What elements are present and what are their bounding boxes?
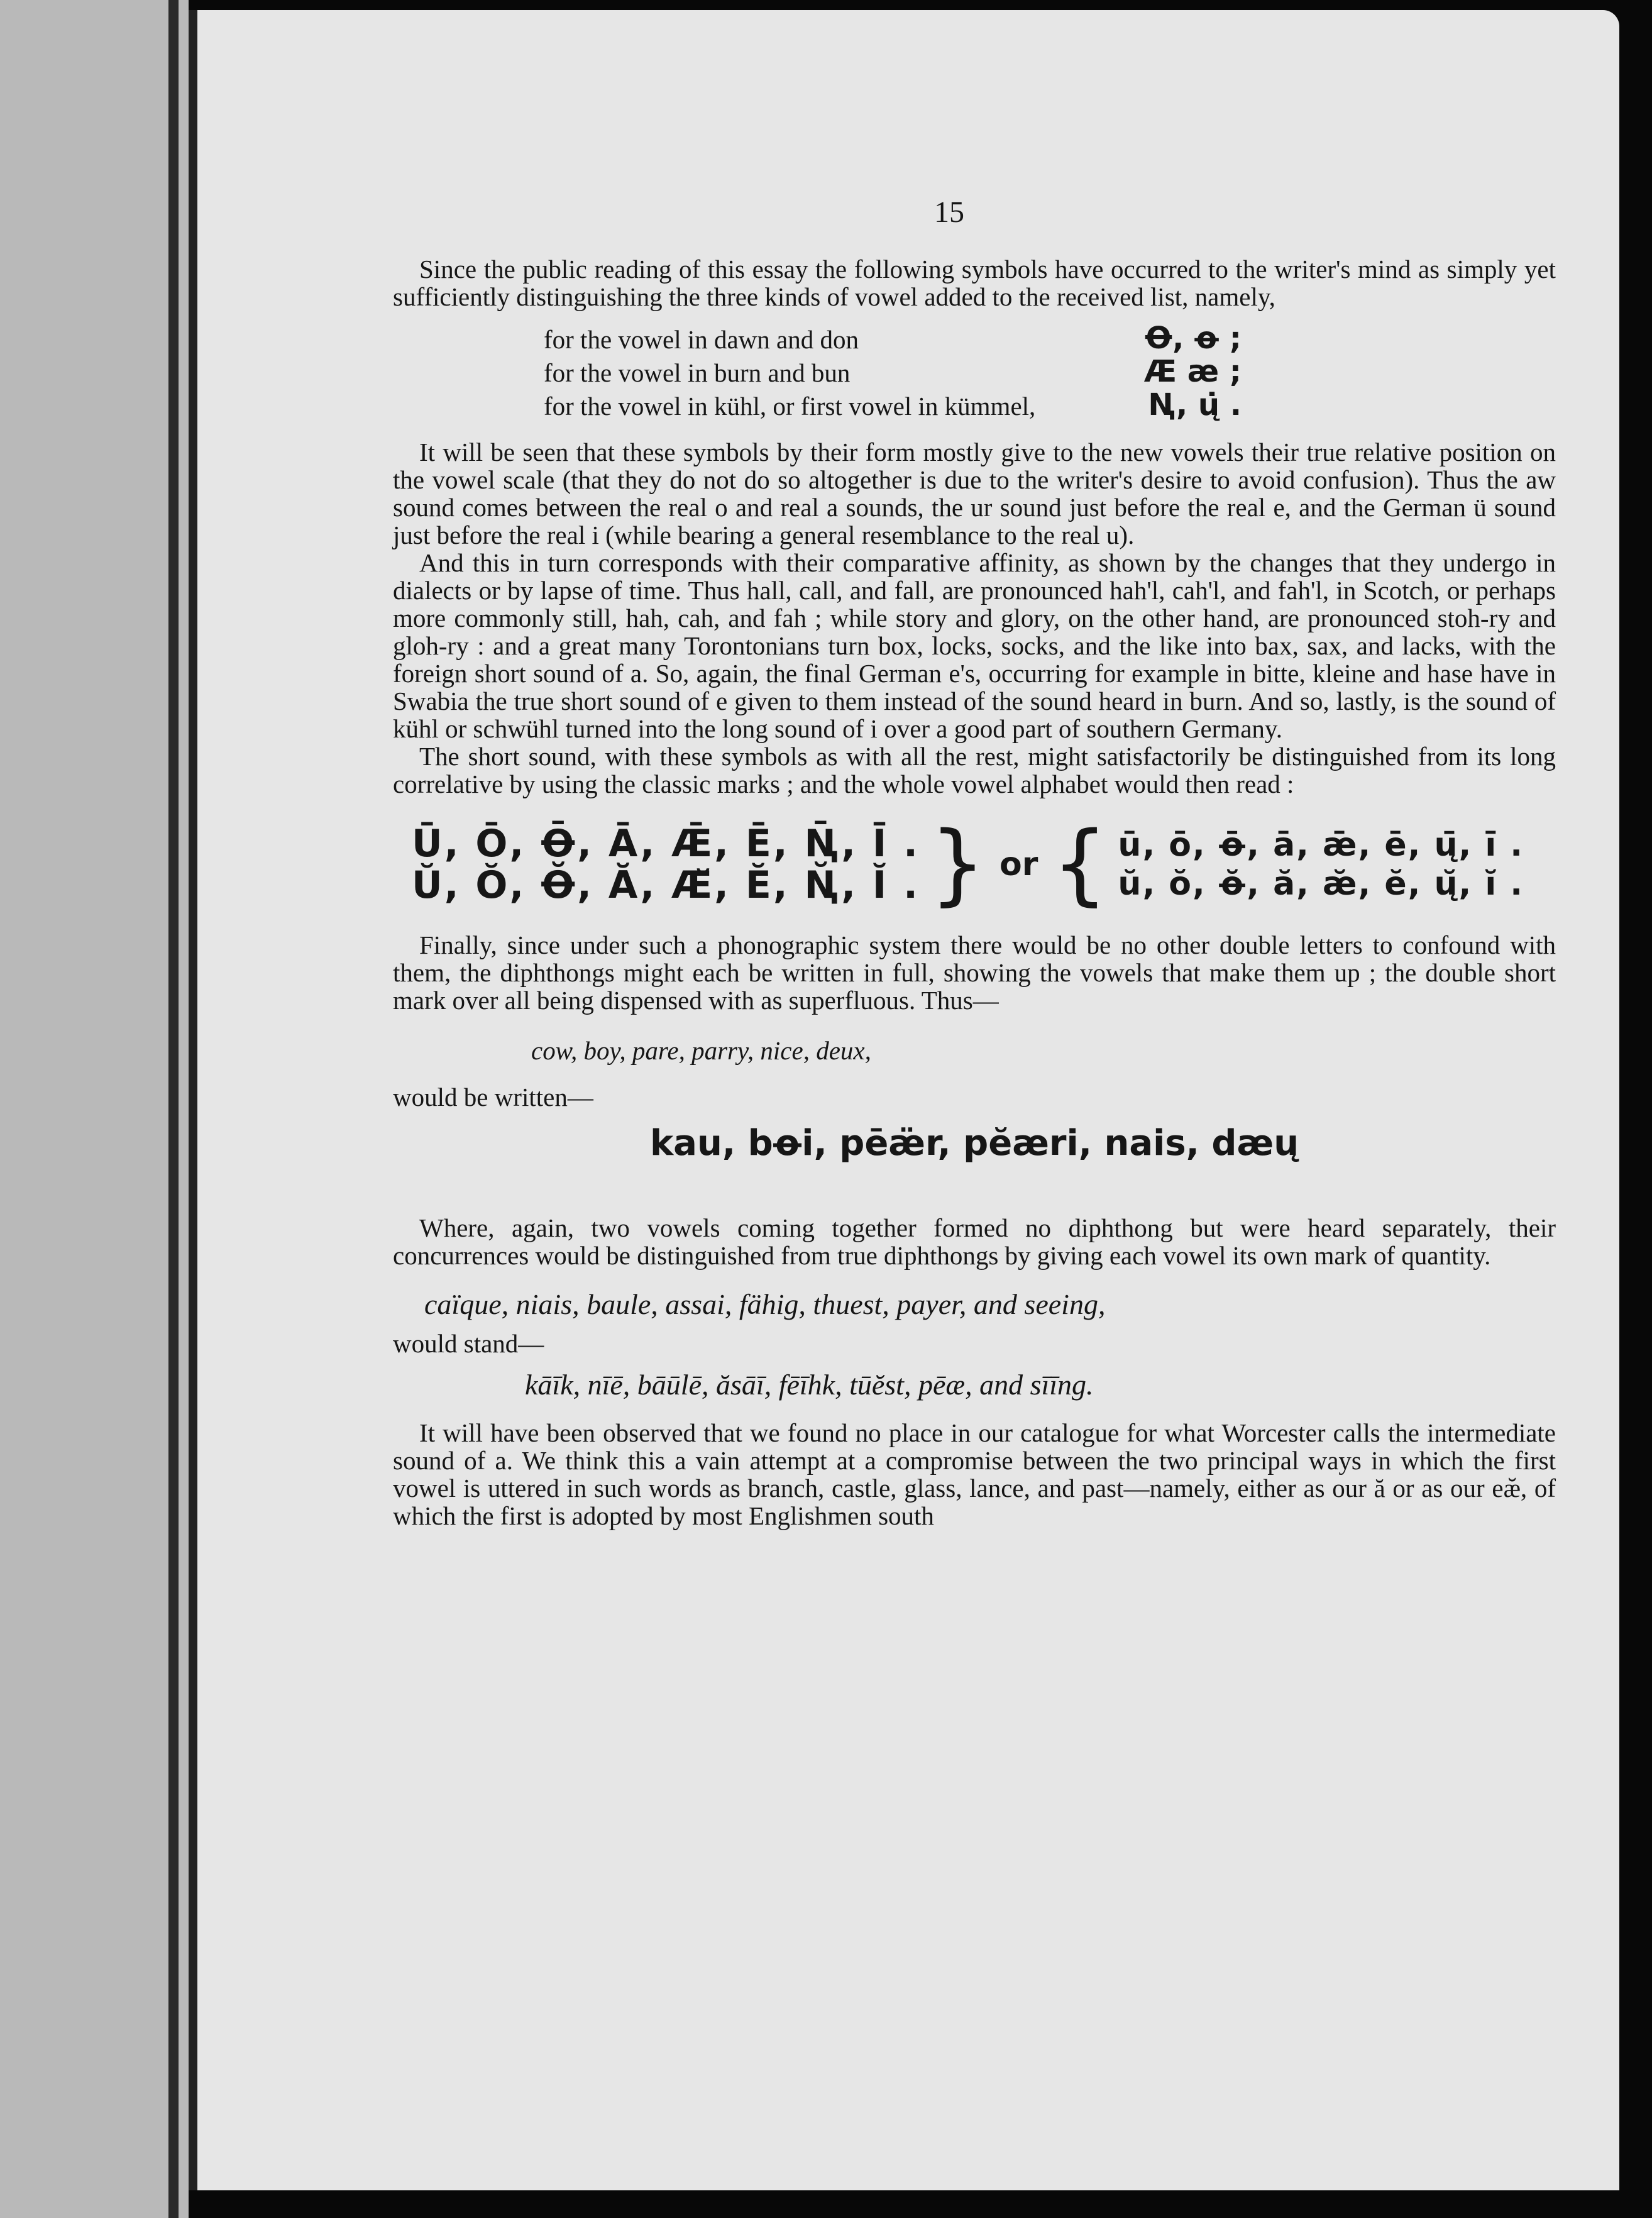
symbol-row-burn [544,354,1242,391]
paragraph-separate-vowels: Where, again, two vowels coming together formed no diphthong but were heard separately, their concurrences would be distinguished from true diphthongs by giving each vowel its own mark of quantity. [393,1213,1556,1270]
alphabet-lowercase [1118,825,1524,903]
example-words-2: caïque, niais, baule, assai, fähig, thuest, payer, and seeing, [424,1288,1106,1320]
would-stand: would stand— [393,1329,544,1358]
page-number: 15 [934,196,964,229]
would-be-written: would be written— [393,1083,593,1112]
paragraph-intro: Since the public reading of this essay the following symbols have occurred to the writer's mind as simply yet sufficiently distinguishing the three kinds of vowel added to the received list, namely, [393,255,1556,311]
symbol-table [544,321,1242,424]
alphabet-uppercase [412,823,920,906]
page-binding [189,10,197,2190]
left-brace: { [1052,813,1108,915]
alphabet-long-upper: Ū, Ō, Ꝋ̄, Ā, Ǣ, Ē, Ꞑ̄, Ī . [412,822,920,866]
alphabet-short-lower: ŭ, ŏ, ꝋ̆, ă, æ̆, ĕ, ų̆, ĭ . [1118,865,1524,903]
symbol-row-dawn [544,321,1242,358]
example-words-1: cow, boy, pare, parry, nice, deux, [531,1036,871,1065]
book-page [189,10,1619,2190]
left-page-edge [0,0,189,2218]
phonetic-example-2: kāīk, nīē, bāūlē, ăsāī, fēīhk, tūĕst, pēæ, and sīīng. [525,1369,1094,1401]
alphabet-long-lower: ū, ō, ꝋ̄, ā, ǣ, ē, ų̄, ī . [1118,826,1524,864]
paragraph-affinity: And this in turn corresponds with their comparative affinity, as shown by the changes that they undergo in dialects or by lapse of time. Thus hall, call, and fall, are pronounced hah'l, cah'l, and fah'l, in Scotch, or perhaps more commonly still, hah, cah, and fah ; while story and glory, on the other hand, are pronounced stoh-ry and gloh-ry : and a great many Torontonians turn box, locks, socks, and the like into bax, sax, and lacks, with the foreign short sound of a. So, again, the final German e's, occurring for example in bitte, kleine and hase have in Swabia the true short sound of e given to them instead of the sound heard in burn. And so, lastly, is the sound of kühl or schwühl turned into the long sound of i over a good part of southern Germany. [393,548,1556,743]
alphabet-short-upper: Ŭ, Ŏ, Ꝋ̆, Ă, Ӕ̆, Ĕ, Ꞑ̆, Ĭ . [412,863,920,907]
paragraph-vowel-scale: It will be seen that these symbols by their form mostly give to the new vowels their true relative position on the vowel scale (that they do not do so altogether is due to the writer's desire to avoid confusion). Thus the aw sound comes between the real o and real a sounds, the ur sound just before the real e, and the German ü sound just before the real i (while bearing a general resemblance to the real u). [393,438,1556,549]
phonetic-example-1: kau, bꝋi, pēæ̈r, pĕæri, nais, dæų [649,1123,1299,1164]
page-content [393,196,1556,1530]
symbol-glyph: Ꝋ, ꝋ ; [1145,321,1242,356]
vowel-alphabet [412,813,1556,915]
symbol-glyph: Ӕ æ ; [1144,354,1242,389]
paragraph-diphthongs: Finally, since under such a phonographic system there would be no other double letters to confound with them, the diphthongs might each be written in full, showing the vowels that make them up ; the double short mark over all being dispensed with as superfluous. Thus— [393,930,1556,1015]
symbol-label: for the vowel in kühl, or first vowel in kümmel, [544,392,1036,421]
symbol-row-kuhl [544,387,1242,424]
symbol-glyph: Ꞑ, ų̇ . [1148,387,1242,422]
symbol-label: for the vowel in dawn and don [544,325,859,354]
paragraph-short-sound: The short sound, with these symbols as with all the rest, might satisfactorily be distinguished from its long correlative by using the classic marks ; and the whole vowel alphabet would then read : [393,742,1556,798]
paragraph-intermediate-a: It will have been observed that we found no place in our catalogue for what Worcester calls the intermediate sound of a. We think this a vain attempt at a compromise between the two principal ways in which the first vowel is uttered in such words as branch, castle, glass, lance, and past—namely, either as our ă or as our eæ̆, of which the first is adopted by most Englishmen south [393,1418,1556,1530]
alphabet-or: or [999,846,1038,883]
symbol-label: for the vowel in burn and bun [544,358,851,387]
right-brace: } [929,813,986,915]
